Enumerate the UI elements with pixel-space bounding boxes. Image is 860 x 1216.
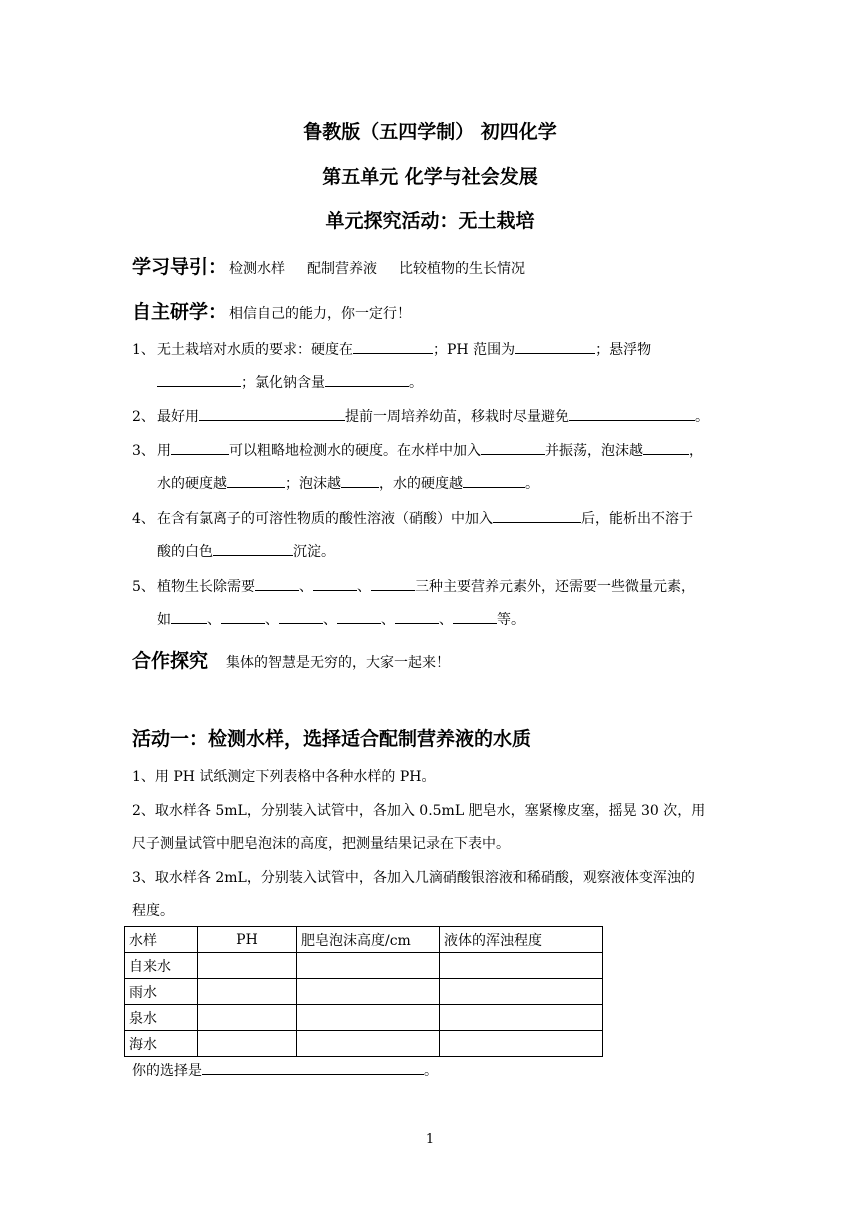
q1-number: 1、 <box>132 342 155 358</box>
q3-text-g: ，水的硬度越 <box>379 476 463 492</box>
q5-line2 <box>157 609 525 629</box>
table-cell-ph[interactable] <box>198 1031 297 1057</box>
table-header-cell: 液体的浑浊程度 <box>440 927 603 953</box>
activity1-step3b: 程度。 <box>132 903 174 919</box>
guide-heading: 学习导引： <box>132 256 228 278</box>
q4-blank-2[interactable] <box>213 541 293 556</box>
guide-item-3: 比较植物的生长情况 <box>399 261 526 277</box>
q5-sep: 、 <box>323 612 337 628</box>
coop-heading: 合作探究 <box>132 650 209 672</box>
table-cell-ph[interactable] <box>198 953 297 979</box>
table-cell-foam[interactable] <box>297 1005 440 1031</box>
q4-line1 <box>157 508 693 528</box>
q4-text-b: 后，能析出不溶于 <box>581 511 693 527</box>
q3-blank-1[interactable] <box>171 440 229 455</box>
q2-text-a: 最好用 <box>157 409 199 425</box>
table-row <box>125 1031 603 1057</box>
q5-blank-4[interactable] <box>171 609 207 624</box>
table-row <box>125 979 603 1005</box>
q1-text-b: ；PH 范围为 <box>433 342 516 358</box>
table-header-row <box>125 927 603 953</box>
table-cell-foam[interactable] <box>297 953 440 979</box>
q3-line1 <box>157 440 703 460</box>
q5-blank-5[interactable] <box>221 609 265 624</box>
table-cell-ph[interactable] <box>198 979 297 1005</box>
doc-title: 鲁教版（五四学制） 初四化学 <box>303 121 557 143</box>
q3-text-e: 水的硬度越 <box>157 476 227 492</box>
q3-line2 <box>157 473 539 493</box>
guide-item-2: 配制营养液 <box>307 261 378 277</box>
q5-sep: 、 <box>207 612 221 628</box>
q5-blank-9[interactable] <box>453 609 497 624</box>
activity1-step2b: 尺子测量试管中肥皂泡沫的高度，把测量结果记录在下表中。 <box>132 836 510 852</box>
q5-number: 5、 <box>132 579 155 595</box>
table-cell-ph[interactable] <box>198 1005 297 1031</box>
q4-text-c: 酸的白色 <box>157 544 213 560</box>
q4-blank-1[interactable] <box>493 508 581 523</box>
table-header-cell: 肥皂泡沫高度/cm <box>297 927 440 953</box>
q1-blank-hardness[interactable] <box>353 339 433 354</box>
q3-text-b: 可以粗略地检测水的硬度。在水样中加入 <box>229 443 481 459</box>
q5-text-a: 植物生长除需要 <box>157 579 255 595</box>
q3-number: 3、 <box>132 443 155 459</box>
activity1-step2a: 2、取水样各 5mL，分别装入试管中，各加入 0.5mL 肥皂水，塞紧橡皮塞，摇晃 30 次，用 <box>132 803 706 819</box>
self-study-heading: 自主研学： <box>132 301 228 323</box>
q3-blank-3[interactable] <box>643 440 689 455</box>
q5-sep: 、 <box>357 579 371 595</box>
q5-blank-7[interactable] <box>337 609 381 624</box>
table-cell-turbidity[interactable] <box>440 979 603 1005</box>
q3-text-d: ， <box>689 443 703 459</box>
table-row <box>125 953 603 979</box>
q5-text-d: 等。 <box>497 612 525 628</box>
q5-blank-6[interactable] <box>279 609 323 624</box>
q2-blank-1[interactable] <box>199 406 345 421</box>
table-row-label: 泉水 <box>125 1005 198 1031</box>
choice-label: 你的选择是 <box>132 1063 202 1079</box>
q5-line1 <box>157 576 695 596</box>
table-row-label: 海水 <box>125 1031 198 1057</box>
q1-blank-ph[interactable] <box>515 339 595 354</box>
q3-blank-2[interactable] <box>481 440 545 455</box>
q2-text-b: 提前一周培养幼苗，移栽时尽量避免 <box>345 409 569 425</box>
table-cell-foam[interactable] <box>297 1031 440 1057</box>
q5-blank-1[interactable] <box>255 576 299 591</box>
q1-text-d: ；氯化钠含量 <box>241 375 325 391</box>
q1-text-e: 。 <box>409 375 423 391</box>
guide-item-1: 检测水样 <box>229 261 286 277</box>
water-sample-table <box>124 926 603 1057</box>
q3-text-h: 。 <box>525 476 539 492</box>
q1-line1 <box>157 339 651 359</box>
table-cell-foam[interactable] <box>297 979 440 1005</box>
q4-number: 4、 <box>132 511 155 527</box>
choice-end: 。 <box>424 1063 438 1079</box>
q3-blank-6[interactable] <box>463 473 525 488</box>
q5-sep: 、 <box>299 579 313 595</box>
self-study-motto: 相信自己的能力，你一定行！ <box>229 306 412 322</box>
q3-text-f: ；泡沫越 <box>285 476 341 492</box>
q1-blank-nacl[interactable] <box>325 372 409 387</box>
table-header-cell: PH <box>198 927 297 953</box>
self-study-section <box>132 297 411 324</box>
table-cell-turbidity[interactable] <box>440 1031 603 1057</box>
q5-blank-2[interactable] <box>313 576 357 591</box>
page-number: 1 <box>425 1132 435 1147</box>
q1-text-c: ；悬浮物 <box>595 342 652 358</box>
q3-blank-5[interactable] <box>341 473 379 488</box>
q1-blank-suspended[interactable] <box>157 372 241 387</box>
q5-text-b: 三种主要营养元素外，还需要一些微量元素， <box>415 579 695 595</box>
guide-section <box>132 252 525 279</box>
table-cell-turbidity[interactable] <box>440 953 603 979</box>
q3-text-c: 并振荡，泡沫越 <box>545 443 643 459</box>
activity1-step1: 1、用 PH 试纸测定下列表格中各种水样的 PH。 <box>132 769 436 785</box>
q3-blank-4[interactable] <box>227 473 285 488</box>
q5-sep: 、 <box>381 612 395 628</box>
q2-blank-2[interactable] <box>569 406 695 421</box>
q5-sep: 、 <box>265 612 279 628</box>
q1-text-a: 无土栽培对水质的要求：硬度在 <box>157 342 353 358</box>
unit-title: 第五单元 化学与社会发展 <box>322 166 538 188</box>
q2-text-c: 。 <box>695 409 709 425</box>
q4-line2 <box>157 541 335 561</box>
activity-title: 单元探究活动：无土栽培 <box>325 210 535 232</box>
table-row-label: 雨水 <box>125 979 198 1005</box>
choice-blank[interactable] <box>202 1060 424 1075</box>
q3-text-a: 用 <box>157 443 171 459</box>
q2-line <box>157 406 709 426</box>
q5-blank-8[interactable] <box>395 609 439 624</box>
q5-sep: 、 <box>439 612 453 628</box>
activity1-heading: 活动一：检测水样，选择适合配制营养液的水质 <box>132 728 532 750</box>
table-header-cell: 水样 <box>125 927 198 953</box>
q5-text-c: 如 <box>157 612 171 628</box>
q5-blank-3[interactable] <box>371 576 415 591</box>
table-row <box>125 1005 603 1031</box>
q2-number: 2、 <box>132 409 155 425</box>
coop-motto: 集体的智慧是无穷的，大家一起来！ <box>226 655 451 671</box>
q4-text-a: 在含有氯离子的可溶性物质的酸性溶液（硝酸）中加入 <box>157 511 493 527</box>
q1-line2 <box>157 372 423 392</box>
table-cell-turbidity[interactable] <box>440 1005 603 1031</box>
coop-section <box>132 646 450 673</box>
table-row-label: 自来水 <box>125 953 198 979</box>
q4-text-d: 沉淀。 <box>293 544 335 560</box>
choice-line <box>132 1060 438 1080</box>
activity1-step3a: 3、取水样各 2mL，分别装入试管中，各加入几滴硝酸银溶液和稀硝酸，观察液体变浑浊的 <box>132 870 695 886</box>
